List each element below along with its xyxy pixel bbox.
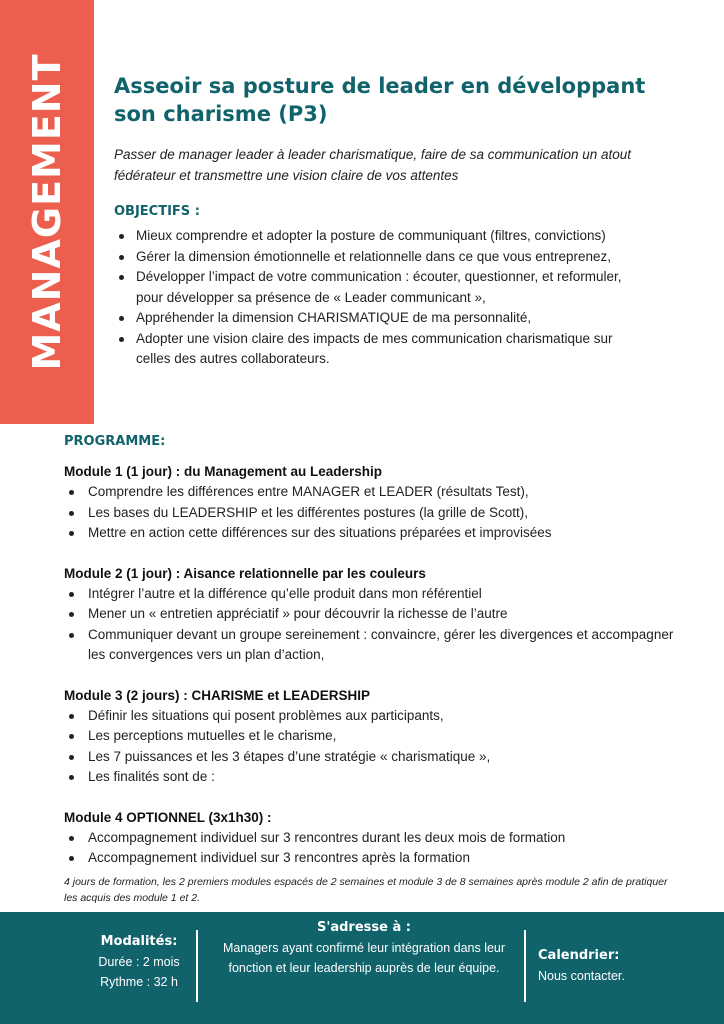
module-item: Accompagnement individuel sur 3 rencontres après la formation <box>64 848 684 869</box>
calendrier-block <box>538 946 708 986</box>
side-band <box>0 0 94 424</box>
module-item: Les bases du LEADERSHIP et les différentes postures (la grille de Scott), <box>64 503 684 524</box>
footer-divider <box>524 930 526 1002</box>
objective-item: Adopter une vision claire des impacts de mes communication charismatique sur celles des autres collaborateurs. <box>114 329 624 370</box>
adresse-block <box>205 918 523 978</box>
subtitle: Passer de manager leader à leader charismatique, faire de sa communication un atout fédérateur et transmettre une vision claire de vos attentes <box>114 147 632 183</box>
modalites-duree: Durée : 2 mois <box>98 955 180 969</box>
module-title: Module 2 (1 jour) : Aisance relationnelle par les couleurs <box>64 565 426 581</box>
page-title: Asseoir sa posture de leader en développant son charisme (P3) <box>114 74 646 126</box>
module-title: Module 4 OPTIONNEL (3x1h30) : <box>64 809 272 825</box>
module-item: Définir les situations qui posent problèmes aux participants, <box>64 706 684 727</box>
adresse-text: Managers ayant confirmé leur intégration dans leur fonction et leur leadership auprès de leur équipe. <box>222 941 506 975</box>
adresse-heading: S'adresse à : <box>317 920 411 935</box>
module-item: Les finalités sont de : <box>64 767 684 788</box>
module-item: Mener un « entretien appréciatif » pour découvrir la richesse de l’autre <box>64 604 684 625</box>
objectives-list <box>114 226 624 370</box>
module-item: Les 7 puissances et les 3 étapes d’une stratégie « charismatique », <box>64 747 684 768</box>
objective-item: Appréhender la dimension CHARISMATIQUE de ma personnalité, <box>114 308 624 329</box>
modalites-rythme: Rythme : 32 h <box>100 975 178 989</box>
modalites-heading: Modalités: <box>100 934 178 949</box>
module-title: Module 1 (1 jour) : du Management au Leadership <box>64 464 383 479</box>
objective-item: Gérer la dimension émotionnelle et relationnelle dans ce que vous entreprenez, <box>114 247 624 268</box>
module-item: Intégrer l’autre et la différence qu’elle produit dans mon référentiel <box>64 584 684 605</box>
module-item: Les perceptions mutuelles et le charisme, <box>64 726 684 747</box>
programme-heading: PROGRAMME: <box>64 434 166 449</box>
module-item: Mettre en action cette différences sur des situations préparées et improvisées <box>64 523 684 544</box>
module-item: Communiquer devant un groupe sereinement : convaincre, gérer les divergences et accompagner les convergences vers un plan d’action, <box>64 625 684 666</box>
module-3 <box>64 686 684 788</box>
programme-modules <box>64 462 684 889</box>
module-4 <box>64 808 684 869</box>
module-item: Accompagnement individuel sur 3 rencontres durant les deux mois de formation <box>64 828 684 849</box>
calendrier-text: Nous contacter. <box>538 969 625 983</box>
objectives-heading: OBJECTIFS : <box>114 204 200 219</box>
category-label: MANAGEMENT <box>25 53 69 371</box>
module-2 <box>64 564 684 666</box>
module-1 <box>64 462 684 544</box>
module-title: Module 3 (2 jours) : CHARISME et LEADERSHIP <box>64 687 371 703</box>
footer-band <box>0 912 724 1024</box>
calendrier-heading: Calendrier: <box>538 948 620 963</box>
footnote: 4 jours de formation, les 2 premiers modules espacés de 2 semaines et module 3 de 8 semaines après module 2 afin de pratiquer les acquis des module 1 et 2. <box>64 876 668 904</box>
objective-item: Développer l’impact de votre communication : écouter, questionner, et reformuler, pour développer sa présence de « Leader communicant », <box>114 267 624 308</box>
modalites-block <box>74 932 204 992</box>
objective-item: Mieux comprendre et adopter la posture de communiquant (filtres, convictions) <box>114 226 624 247</box>
footer-divider <box>196 930 198 1002</box>
module-item: Comprendre les différences entre MANAGER et LEADER (résultats Test), <box>64 482 684 503</box>
